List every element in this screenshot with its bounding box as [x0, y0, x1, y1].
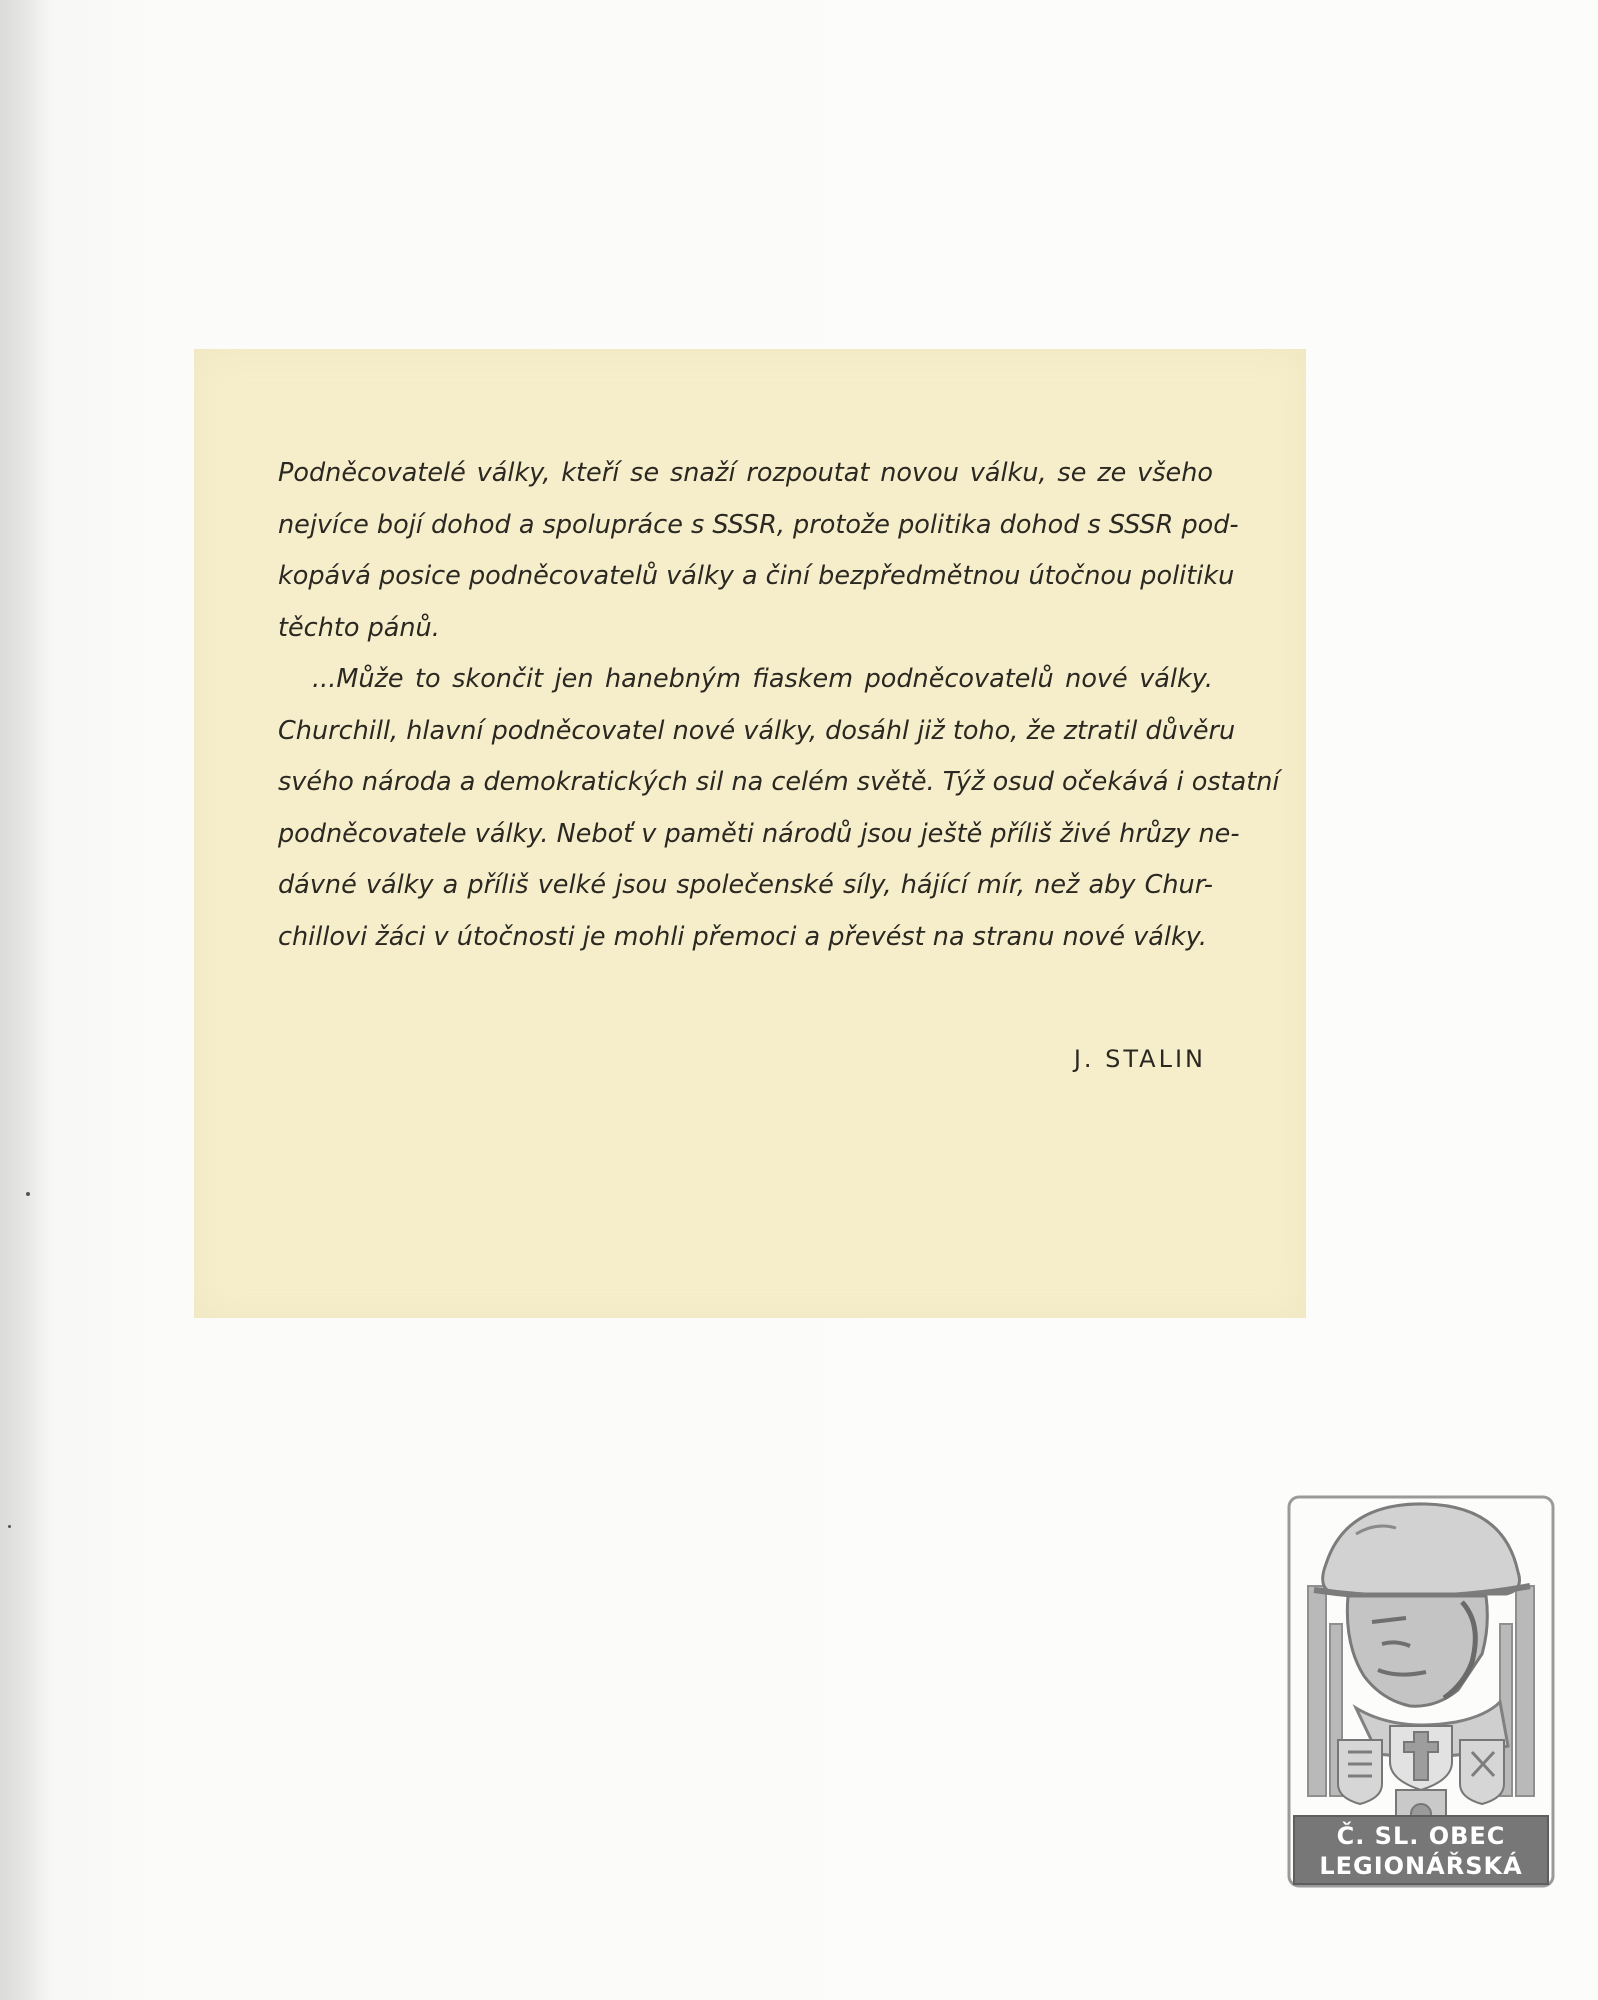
quote-line: svého národa a demokratických sil na celém světě. Týž osud očekává i ostatní — [278, 767, 1280, 797]
quote-line: kopává posice podněcovatelů války a činí bezpředmětnou útočnou politiku — [278, 561, 1235, 591]
quote-line: nejvíce bojí dohod a spolupráce s SSSR, protože politika dohod s SSSR pod- — [278, 509, 1239, 540]
quote-paragraph-1 — [278, 448, 1239, 654]
quote-line: těchto pánů. — [278, 612, 440, 643]
soldier-helmet-icon — [1314, 1504, 1530, 1597]
paper-speck — [8, 1525, 11, 1528]
quote-text — [278, 448, 1280, 963]
seal-line-2: LEGIONÁŘSKÁ — [1319, 1852, 1523, 1880]
paper-speck — [26, 1192, 30, 1196]
quote-line: Churchill, hlavní podněcovatel nové války, dosáhl již toho, že ztratil důvěru — [278, 715, 1236, 746]
quote-line: ...Může to skončit jen hanebným fiaskem podněcovatelů nové války. — [312, 664, 1213, 694]
quote-line: Podněcovatelé války, kteří se snaží rozpoutat novou válku, se ze všeho — [278, 458, 1213, 488]
quote-line: chillovi žáci v útočnosti je mohli přemoci a převést na stranu nové války. — [278, 921, 1207, 952]
book-spine-shadow — [0, 0, 52, 2000]
quote-line: dávné války a příliš velké jsou společenské síly, hájící mír, než aby Chur- — [278, 870, 1213, 900]
seal-text-panel — [1294, 1816, 1548, 1884]
seal-line-1: Č. SL. OBEC — [1336, 1822, 1506, 1850]
legion-seal-watermark — [1286, 1494, 1556, 1889]
quote-line: podněcovatele války. Neboť v paměti národů jsou ještě příliš živé hrůzy ne- — [278, 818, 1240, 849]
quote-author: J. STALIN — [1073, 1045, 1206, 1073]
quote-paragraph-2 — [278, 654, 1280, 963]
